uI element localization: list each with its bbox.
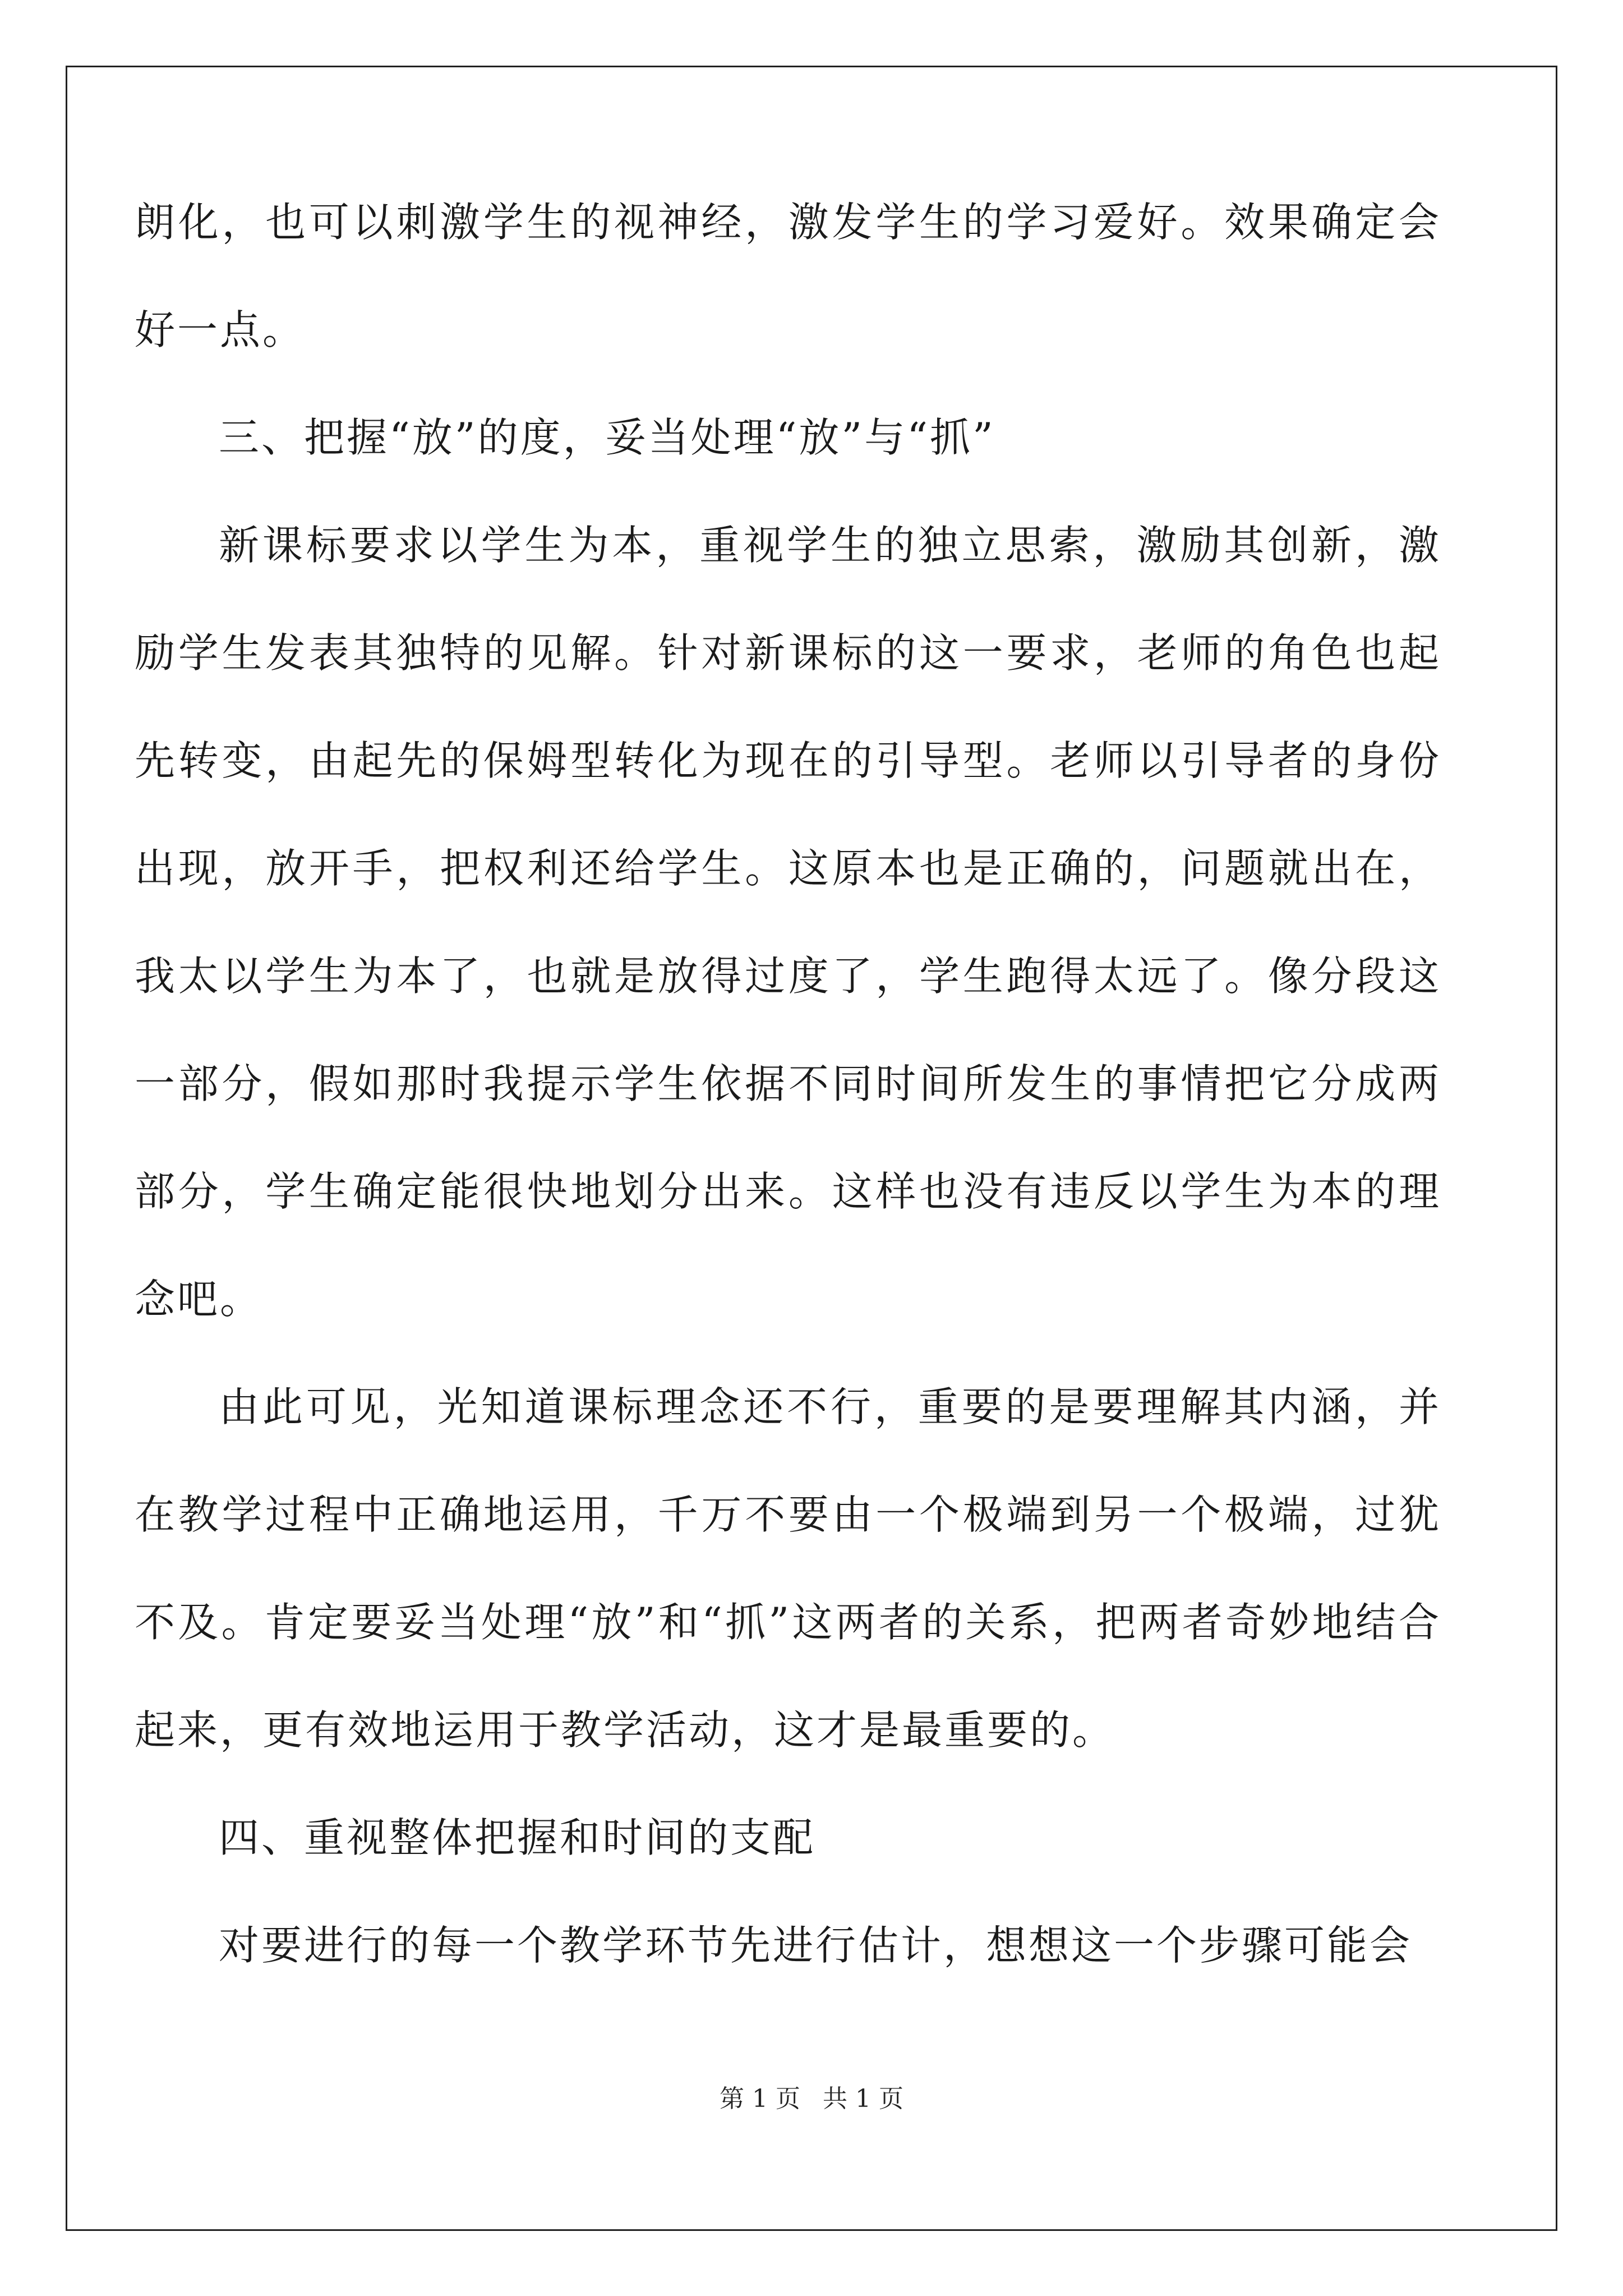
paragraph: 新课标要求以学生为本，重视学生的独立思索，激励其创新，激励学生发表其独特的见解。针对新课标的这一要求，老师的角色也起先转变，由起先的保姆型转化为现在的引导型。老师以引导者的身份出现，放开手，把权利还给学生。这原本也是正确的，问题就出在，我太以学生为本了，也就是放得过度了，学生跑得太远了。像分段这一部分，假如那时我提示学生依据不同时间所发生的事情把它分成两部分，学生确定能很快地划分出来。这样也没有违反以学生为本的理念吧。 [135, 522, 1441, 1323]
document-body [135, 168, 1441, 1999]
page-total: 共 1 页 [823, 2085, 903, 2113]
section-heading-three: 三、把握“放”的度，妥当处理“放”与“抓” [219, 414, 995, 461]
paragraph-continuation: 朗化，也可以刺激学生的视神经，激发学生的学习爱好。效果确定会好一点。 [135, 199, 1441, 353]
section-heading-four: 四、重视整体把握和时间的支配 [219, 1814, 816, 1861]
paragraph: 由此可见，光知道课标理念还不行，重要的是要理解其内涵，并在教学过程中正确地运用，千万不要由一个极端到另一个极端，过犹不及。肯定要妥当处理“放”和“抓”这两者的关系，把两者奇妙地结合起来，更有效地运用于教学活动，这才是最重要的。 [135, 1383, 1441, 1754]
paragraph: 对要进行的每一个教学环节先进行估计，想想这一个步骤可能会 [219, 1922, 1413, 1969]
page-number: 第 1 页 [720, 2085, 800, 2113]
page-footer [0, 2082, 1623, 2116]
